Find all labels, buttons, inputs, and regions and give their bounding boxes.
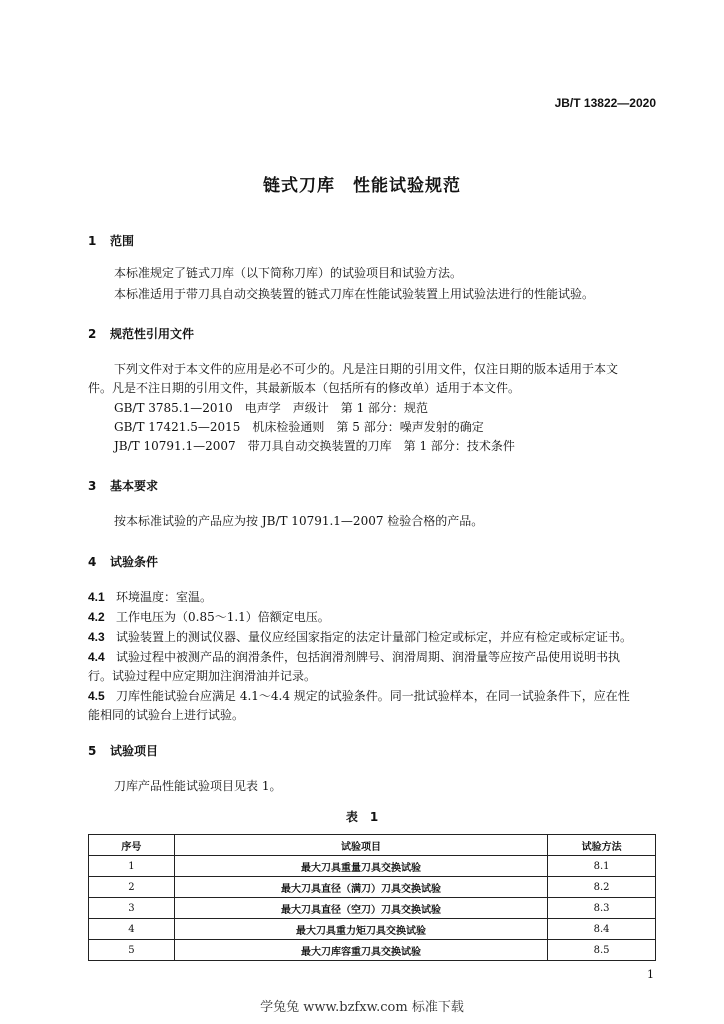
table-cell: 最大刀库容重刀具交换试验 [174, 940, 547, 961]
section-number: 3 [88, 479, 97, 493]
section-number: 1 [88, 234, 97, 248]
table-cell: 1 [89, 856, 175, 877]
table-row [89, 898, 656, 919]
test-items-table [88, 834, 656, 961]
page-number: 1 [647, 968, 654, 981]
reference-item: JB/T 10791.1—2007 带刀具自动交换装置的刀库 第 1 部分：技术条件 [114, 439, 515, 453]
clause-4-4-continued: 行。试验过程中应定期加注润滑油并记录。 [88, 669, 317, 683]
column-header: 试验项目 [174, 835, 547, 856]
reference-item: GB/T 17421.5—2015 机床检验通则 第 5 部分：噪声发射的确定 [114, 420, 484, 434]
paragraph: 按本标准试验的产品应为按 JB/T 10791.1—2007 检验合格的产品。 [114, 514, 484, 528]
table-header-row [89, 835, 656, 856]
clause-4-3 [88, 629, 658, 645]
table-cell: 8.5 [548, 940, 656, 961]
section-5-heading [88, 742, 158, 759]
table-cell: 2 [89, 877, 175, 898]
section-title: 试验项目 [110, 744, 159, 758]
clause-4-5-continued: 能相同的试验台上进行试验。 [88, 708, 245, 722]
paragraph: 本标准规定了链式刀库（以下简称刀库）的试验项目和试验方法。 [114, 266, 463, 280]
table-cell: 最大刀具直径（空刀）刀具交换试验 [174, 898, 547, 919]
section-2-heading [88, 325, 194, 342]
table-cell: 8.4 [548, 919, 656, 940]
table-cell: 5 [89, 940, 175, 961]
column-header: 试验方法 [548, 835, 656, 856]
clause-number: 4.2 [88, 610, 105, 624]
clause-text: 试验装置上的测试仪器、量仪应经国家指定的法定计量部门检定或标定，并应有检定或标定证书。 [116, 630, 633, 644]
section-number: 2 [88, 327, 97, 341]
table-cell: 8.1 [548, 856, 656, 877]
section-3-heading [88, 477, 158, 494]
standard-code: JB/T 13822—2020 [554, 96, 656, 110]
paragraph: 下列文件对于本文件的应用是必不可少的。凡是注日期的引用文件，仅注日期的版本适用于本文 [114, 362, 619, 376]
table-row [89, 877, 656, 898]
clause-number: 4.5 [88, 689, 105, 703]
clause-number: 4.3 [88, 630, 105, 644]
section-title: 基本要求 [110, 479, 159, 493]
clause-4-4 [88, 649, 658, 665]
section-4-heading [88, 553, 158, 570]
section-number: 5 [88, 744, 97, 758]
paragraph: 件。凡是不注日期的引用文件，其最新版本（包括所有的修改单）适用于本文件。 [88, 381, 521, 395]
table-cell: 8.2 [548, 877, 656, 898]
footer-watermark: 学兔兔 www.bzfxw.com 标准下载 [260, 1000, 464, 1015]
clause-number: 4.4 [88, 650, 105, 664]
clause-4-1 [88, 589, 658, 605]
table-cell: 最大刀具重力矩刀具交换试验 [174, 919, 547, 940]
clause-4-5 [88, 688, 658, 704]
table-cell: 最大刀具重量刀具交换试验 [174, 856, 547, 877]
reference-item: GB/T 3785.1—2010 电声学 声级计 第 1 部分：规范 [114, 401, 429, 415]
clause-text: 试验过程中被测产品的润滑条件，包括润滑剂牌号、润滑周期、润滑量等应按产品使用说明书执 [116, 650, 621, 664]
clause-text: 刀库性能试验台应满足 4.1～4.4 规定的试验条件。同一批试验样本，在同一试验条件下，应在性 [116, 689, 630, 703]
section-title: 规范性引用文件 [110, 327, 195, 341]
table-row [89, 940, 656, 961]
table-cell: 最大刀具直径（满刀）刀具交换试验 [174, 877, 547, 898]
clause-text: 工作电压为（0.85～1.1）倍额定电压。 [116, 610, 330, 624]
section-1-heading [88, 232, 134, 249]
table-cell: 8.3 [548, 898, 656, 919]
paragraph: 本标准适用于带刀具自动交换装置的链式刀库在性能试验装置上用试验法进行的性能试验。 [114, 287, 595, 301]
column-header: 序号 [89, 835, 175, 856]
document-title: 链式刀库 性能试验规范 [263, 176, 461, 196]
table-cell: 3 [89, 898, 175, 919]
table-row [89, 856, 656, 877]
clause-4-2 [88, 609, 658, 625]
table-row [89, 919, 656, 940]
paragraph: 刀库产品性能试验项目见表 1。 [114, 779, 282, 793]
clause-number: 4.1 [88, 590, 105, 604]
section-number: 4 [88, 555, 97, 569]
clause-text: 环境温度：室温。 [116, 590, 213, 604]
section-title: 试验条件 [110, 555, 159, 569]
table-caption: 表 1 [345, 810, 379, 824]
section-title: 范围 [110, 234, 135, 248]
table-cell: 4 [89, 919, 175, 940]
